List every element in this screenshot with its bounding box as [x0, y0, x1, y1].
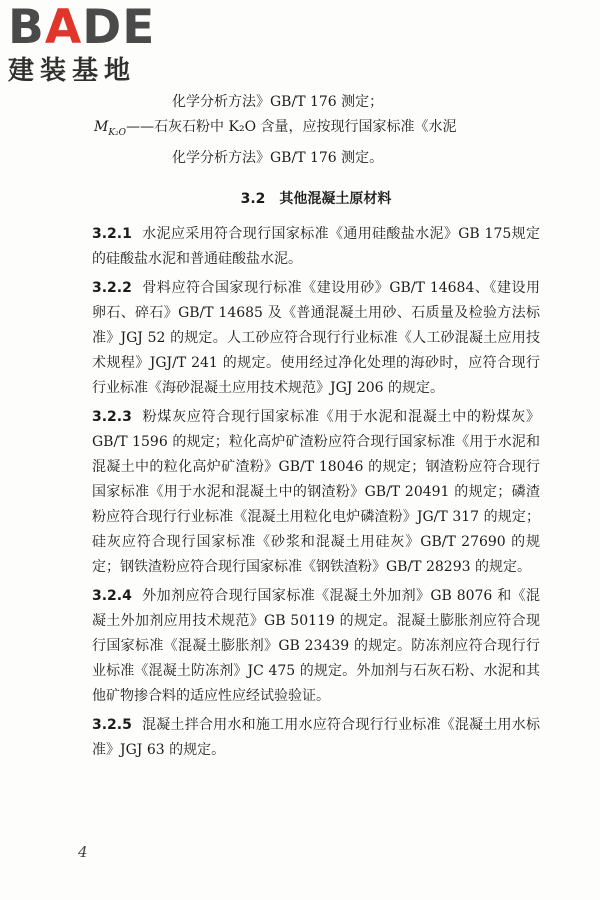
- clause-text: 粉煤灰应符合现行国家标准《用于水泥和混凝土中的粉煤灰》GB/T 1596 的规定；粒化高炉矿渣粉应符合现行国家标准《用于水泥和混凝土中的粒化高炉矿渣粉》GB/T 18046 的规定；钢渣粉应符合现行国家标准《用于水泥和混凝土中的钢渣粉》GB/T 20491 的规定；磷渣粉应符合现行行业标准《混凝土用粒化电炉磷渣粉》JG/T 317 的规定；硅灰应符合现行国家标准《砂浆和混凝土用硅灰》GB/T 27690 的规定；钢铁渣粉应符合现行国家标准《钢铁渣粉》GB/T 28293 的规定。: [92, 408, 540, 575]
- page-number: 4: [78, 843, 88, 861]
- symbol-subscript: K₂O: [108, 127, 127, 138]
- clause-number: 3.2.3: [92, 408, 132, 425]
- formula-symbol-definition: [92, 115, 540, 146]
- logo-wordmark: [8, 2, 178, 54]
- clause-number: 3.2.5: [92, 716, 132, 733]
- clause-3-2-3: [92, 405, 540, 580]
- symbol-main: M: [94, 119, 109, 135]
- clause-text: 混凝土拌合用水和施工用水应符合现行行业标准《混凝土用水标准》JGJ 63 的规定。: [92, 716, 540, 758]
- logo-chinese-text: 建装基地: [8, 56, 137, 86]
- clause-3-2-2: [92, 276, 540, 401]
- clause-number: 3.2.4: [92, 587, 132, 604]
- logo-letter-a: A: [44, 0, 83, 55]
- logo-letters-de: DE: [82, 0, 156, 55]
- document-body: [92, 90, 540, 767]
- formula-definition-continuation: 化学分析方法》GB/T 176 测定。: [172, 149, 384, 166]
- bade-logo: [8, 2, 178, 86]
- logo-letter-b: B: [8, 0, 45, 55]
- clause-3-2-4: [92, 584, 540, 709]
- clause-number: 3.2.1: [92, 225, 132, 242]
- clause-number: 3.2.2: [92, 279, 132, 296]
- section-title: 3.2 其他混凝土原材料: [240, 190, 392, 207]
- clause-text: 水泥应采用符合现行国家标准《通用硅酸盐水泥》GB 175规定的硅酸盐水泥和普通硅酸盐水泥。: [92, 225, 540, 267]
- formula-continuation-line: 化学分析方法》GB/T 176 测定；: [172, 94, 384, 110]
- clause-text: 骨料应符合国家现行标准《建设用砂》GB/T 14684、《建设用卵石、碎石》GB/T 14685 及《普通混凝土用砂、石质量及检验方法标准》JGJ 52 的规定。人工砂应符合现行行业标准《人工砂混凝土应用技术规程》JGJ/T 241 的规定。使用经过净化处理的海砂时，应符合现行行业标准《海砂混凝土应用技术规范》JGJ 206 的规定。: [92, 279, 540, 396]
- formula-symbol: [94, 119, 127, 138]
- clause-text: 外加剂应符合现行国家标准《混凝土外加剂》GB 8076 和《混凝土外加剂应用技术规范》GB 50119 的规定。混凝土膨胀剂应符合现行国家标准《混凝土膨胀剂》GB 23439 的规定。防冻剂应符合现行行业标准《混凝土防冻剂》JC 475 的规定。外加剂与石灰石粉、水泥和其他矿物掺合料的适应性应经试验验证。: [92, 587, 540, 704]
- symbol-definition-text: ——石灰石粉中 K₂O 含量，应按现行国家标准《水泥: [126, 119, 457, 135]
- clause-3-2-1: [92, 222, 540, 272]
- clause-3-2-5: [92, 713, 540, 763]
